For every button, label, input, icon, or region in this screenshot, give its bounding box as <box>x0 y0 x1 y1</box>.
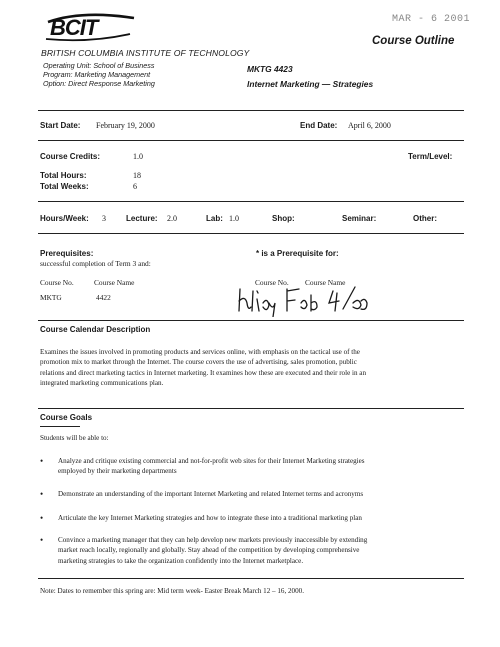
prereq-col-course-name: Course Name <box>94 278 135 287</box>
start-date-label: Start Date: <box>40 121 81 130</box>
term-level-label: Term/Level: <box>408 152 453 161</box>
goals-heading: Course Goals <box>40 413 93 422</box>
lecture-label: Lecture: <box>126 214 158 223</box>
bullet-icon: • <box>40 513 44 523</box>
credits-value: 1.0 <box>133 152 143 161</box>
option: Option: Direct Response Marketing <box>43 79 155 88</box>
total-hours-value: 18 <box>133 171 141 180</box>
divider <box>38 110 464 111</box>
goal-line: marketing strategies to take the organization confidently into the Internet marketplace. <box>58 556 304 565</box>
bcit-logo <box>42 12 138 42</box>
shop-label: Shop: <box>272 214 295 223</box>
end-date-label: End Date: <box>300 121 338 130</box>
course-title: Internet Marketing — Strategies <box>247 79 374 89</box>
course-code: MKTG 4423 <box>247 64 293 74</box>
bullet-icon: • <box>40 456 44 466</box>
goal-item <box>40 489 470 499</box>
goal-line: Demonstrate an understanding of the important Internet Marketing and related Internet terms and acronyms <box>58 490 364 498</box>
lab-value: 1.0 <box>229 214 239 223</box>
program: Program: Marketing Management <box>43 70 151 79</box>
goal-item <box>40 535 470 566</box>
calendar-line: Examines the issues involved in promoting products and services online, with emphasis on the tactical use of the <box>40 348 360 356</box>
prereq-col-course-no: Course No. <box>40 278 74 287</box>
divider <box>38 408 464 409</box>
dates-note: Note: Dates to remember this spring are: Mid term week- Easter Break March 12 – 16, 2000. <box>40 587 304 595</box>
prereq-row-course-name: 4422 <box>96 293 111 302</box>
handwritten-signature <box>235 281 385 317</box>
hours-week-label: Hours/Week: <box>40 214 89 223</box>
prereq-for-col-course-no: Course No. <box>255 278 289 287</box>
goal-line: Articulate the key Internet Marketing strategies and how to integrate these into a traditional marketing plan <box>58 514 362 522</box>
goals-intro: Students will be able to: <box>40 434 109 442</box>
total-weeks-label: Total Weeks: <box>40 182 89 191</box>
goal-item <box>40 456 470 477</box>
seminar-label: Seminar: <box>342 214 377 223</box>
calendar-description <box>40 347 470 389</box>
prerequisite-for-heading: * is a Prerequisite for: <box>256 249 339 258</box>
lab-label: Lab: <box>206 214 223 223</box>
other-label: Other: <box>413 214 437 223</box>
divider <box>38 233 464 234</box>
divider <box>38 201 464 202</box>
prereq-row-course-no: MKTG <box>40 293 62 302</box>
goal-line: Analyze and critique existing commercial and not-for-profit web sites for their Internet Marketing strategies <box>58 457 365 465</box>
logo-text: BCIT <box>50 15 98 40</box>
goal-line: market reach locally, regionally and globally. Stay ahead of the competition by developing comprehensive <box>58 546 360 555</box>
bullet-icon: • <box>40 489 44 499</box>
goals-heading-underline <box>40 426 80 427</box>
end-date-value: April 6, 2000 <box>348 121 391 130</box>
total-hours-label: Total Hours: <box>40 171 87 180</box>
operating-unit: Operating Unit: School of Business <box>43 61 155 70</box>
calendar-line: integrated marketing communications plan. <box>40 379 164 388</box>
goal-line: Convince a marketing manager that they can help develop new markets previously inaccessible by extending <box>58 536 368 544</box>
divider <box>38 320 464 321</box>
goal-item <box>40 513 470 523</box>
total-weeks-value: 6 <box>133 182 137 191</box>
calendar-line: promotion mix to market through the Internet. The course covers the use of advertising, sales promotion, public <box>40 358 357 367</box>
prereq-for-col-course-name: Course Name <box>305 278 346 287</box>
prerequisites-text: successful completion of Term 3 and: <box>40 259 151 268</box>
lecture-value: 2.0 <box>167 214 177 223</box>
start-date-value: February 19, 2000 <box>96 121 155 130</box>
document-type: Course Outline <box>372 35 455 47</box>
credits-label: Course Credits: <box>40 152 101 161</box>
calendar-line: relations and direct marketing tactics in Internet marketing. It examines how these are executed and their role in an <box>40 368 366 377</box>
received-stamp: MAR - 6 2001 <box>392 14 471 25</box>
goal-line: employed by their marketing departments <box>58 467 177 476</box>
bullet-icon: • <box>40 535 44 545</box>
hours-week-value: 3 <box>102 214 106 223</box>
divider <box>38 140 464 141</box>
divider <box>38 578 464 579</box>
calendar-heading: Course Calendar Description <box>40 325 151 334</box>
institution-name: BRITISH COLUMBIA INSTITUTE OF TECHNOLOGY <box>41 48 250 58</box>
prerequisites-heading: Prerequisites: <box>40 249 94 258</box>
